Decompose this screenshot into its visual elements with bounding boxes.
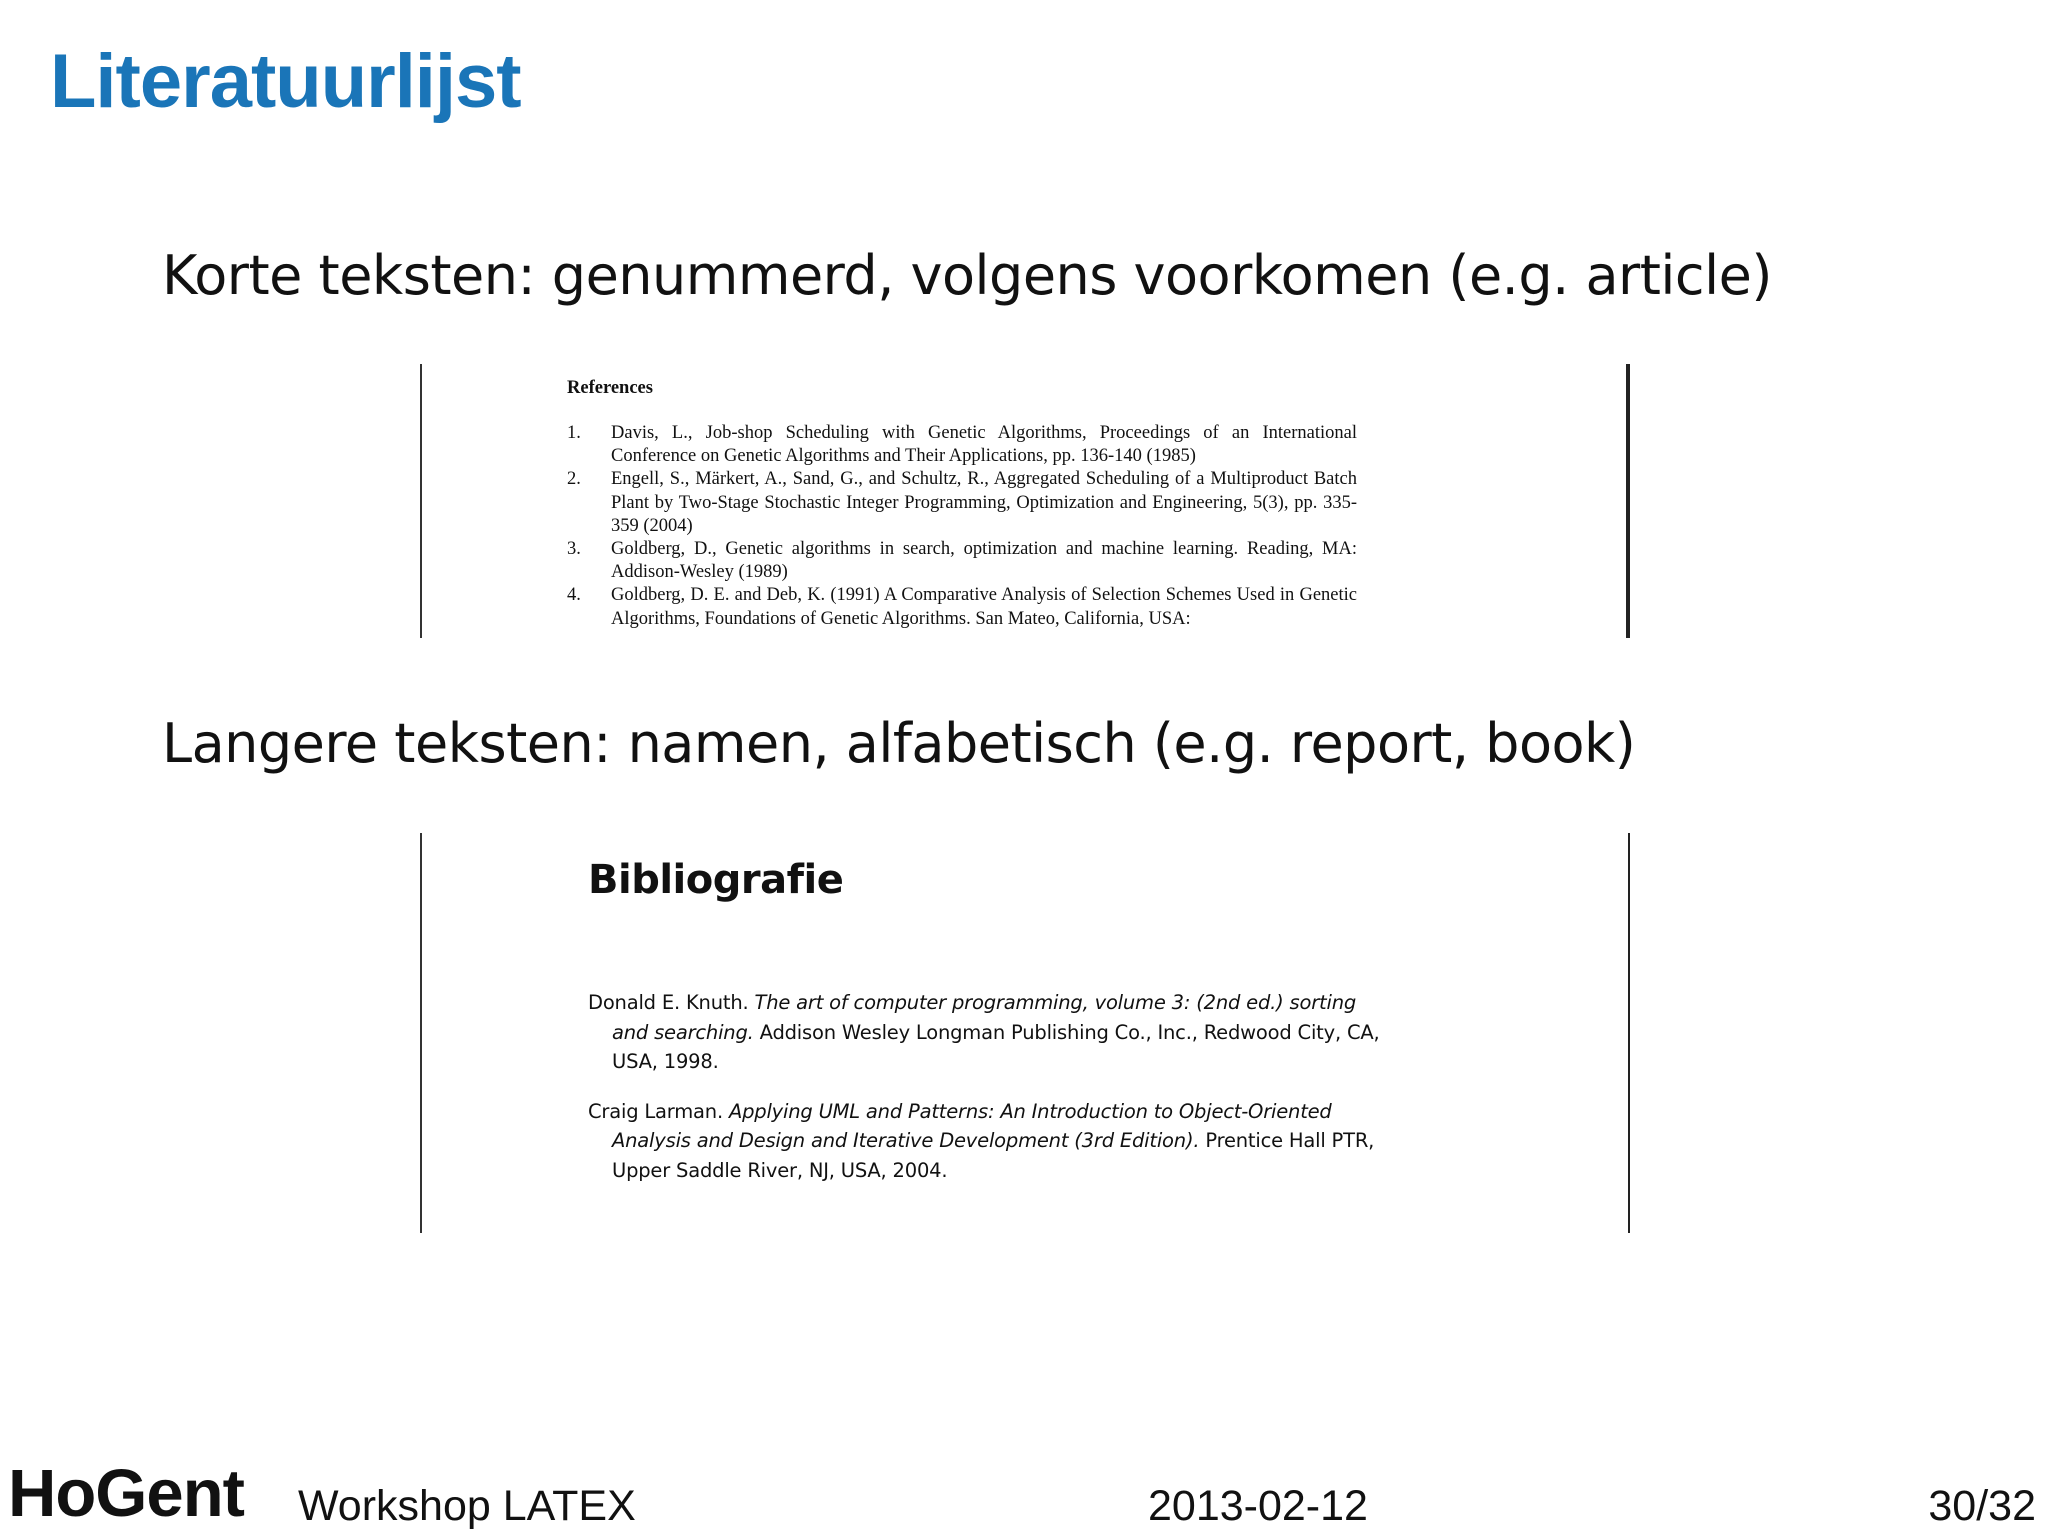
list-item: 1. Davis, L., Job-shop Scheduling with Genetic Algorithms, Proceedings of an International Conference on Genetic Algorithms and Their Applications, pp. 136-140 (1985) bbox=[567, 423, 1357, 467]
snippet-right-border bbox=[1626, 364, 1630, 638]
references-list bbox=[567, 422, 1357, 631]
slide-footer bbox=[0, 1452, 2048, 1536]
bibliography-heading: Bibliografie bbox=[588, 857, 844, 903]
snippet-left-border bbox=[420, 833, 422, 1233]
bibliography-snippet bbox=[420, 833, 1630, 1233]
list-item: Craig Larman. Applying UML and Patterns: An Introduction to Object-Oriented Analysis and Design and Iterative Development (3rd Edition). Prentice Hall PTR, Upper Saddle River, NJ, USA, 2004. bbox=[588, 1099, 1375, 1182]
list-item: 4. Goldberg, D. E. and Deb, K. (1991) A Comparative Analysis of Selection Schemes Used in Genetic Algorithms, Foundations of Genetic Algorithms. San Mateo, California, USA: bbox=[567, 585, 1357, 629]
list-item: Donald E. Knuth. The art of computer programming, volume 3: (2nd ed.) sorting and searching. Addison Wesley Longman Publishing Co., Inc., Redwood City, CA, USA, 1998. bbox=[588, 991, 1380, 1073]
footer-date: 2013-02-12 bbox=[1148, 1482, 1368, 1530]
list-item: 3. Goldberg, D., Genetic algorithms in search, optimization and machine learning. Reading, MA: Addison-Wesley (1989) bbox=[567, 539, 1357, 583]
section-heading-short-texts: Korte teksten: genummerd, volgens voorkomen (e.g. article) bbox=[162, 244, 1772, 307]
snippet-left-border bbox=[420, 364, 422, 638]
bibliography-list bbox=[588, 988, 1388, 1205]
section-heading-long-texts: Langere teksten: namen, alfabetisch (e.g. report, book) bbox=[162, 712, 1636, 775]
slide-title: Literatuurlijst bbox=[50, 39, 521, 124]
footer-presentation-title: Workshop LATEX bbox=[298, 1482, 636, 1530]
page-number: 30/32 bbox=[1928, 1482, 2036, 1530]
references-snippet bbox=[420, 364, 1630, 638]
snippet-right-border bbox=[1628, 833, 1630, 1233]
list-item: 2. Engell, S., Märkert, A., Sand, G., and Schultz, R., Aggregated Scheduling of a Multiproduct Batch Plant by Two-Stage Stochastic Integer Programming, Optimization and Engineering, 5(3), pp. 335-359 (2004) bbox=[567, 469, 1357, 536]
hogent-logo: HoGent bbox=[8, 1456, 244, 1531]
references-heading: References bbox=[567, 378, 653, 398]
